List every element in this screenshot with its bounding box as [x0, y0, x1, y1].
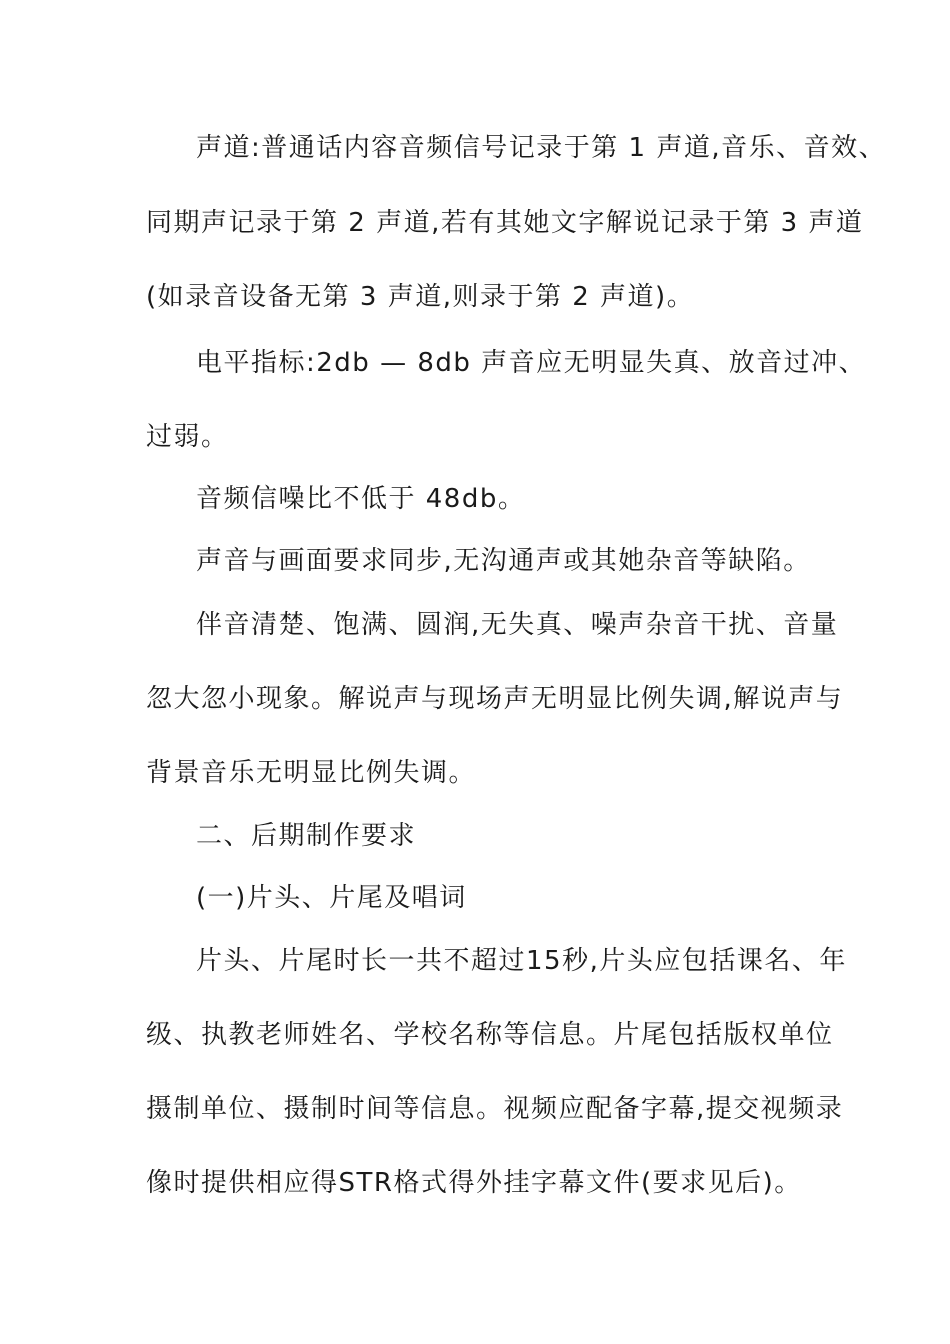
paragraph-channel-line-1: 声道:普通话内容音频信号记录于第 1 声道,音乐、音效、 — [196, 133, 887, 163]
paragraph-channel-line-2: 同期声记录于第 2 声道,若有其她文字解说记录于第 3 声道 — [146, 208, 864, 238]
paragraph-titles-line-1: 片头、片尾时长一共不超过15秒,片头应包括课名、年 — [196, 946, 847, 976]
section-heading-post-production: 二、后期制作要求 — [196, 821, 417, 851]
paragraph-audio-line-1: 伴音清楚、饱满、圆润,无失真、噪声杂音干扰、音量 — [196, 610, 839, 640]
paragraph-level-line-1: 电平指标:2db — 8db 声音应无明显失真、放音过冲、 — [196, 348, 867, 378]
paragraph-titles-line-3: 摄制单位、摄制时间等信息。视频应配备字幕,提交视频录 — [146, 1094, 844, 1124]
paragraph-titles-line-2: 级、执教老师姓名、学校名称等信息。片尾包括版权单位 — [146, 1020, 834, 1050]
paragraph-audio-line-3: 背景音乐无明显比例失调。 — [146, 758, 477, 788]
paragraph-snr: 音频信噪比不低于 48db。 — [196, 484, 526, 514]
paragraph-audio-line-2: 忽大忽小现象。解说声与现场声无明显比例失调,解说声与 — [146, 684, 844, 714]
paragraph-channel-line-3: (如录音设备无第 3 声道,则录于第 2 声道)。 — [146, 282, 695, 312]
paragraph-level-line-2: 过弱。 — [146, 422, 229, 452]
subsection-heading-titles: (一)片头、片尾及唱词 — [196, 883, 467, 913]
paragraph-sync: 声音与画面要求同步,无沟通声或其她杂音等缺陷。 — [196, 546, 811, 576]
paragraph-titles-line-4: 像时提供相应得STR格式得外挂字幕文件(要求见后)。 — [146, 1168, 802, 1198]
